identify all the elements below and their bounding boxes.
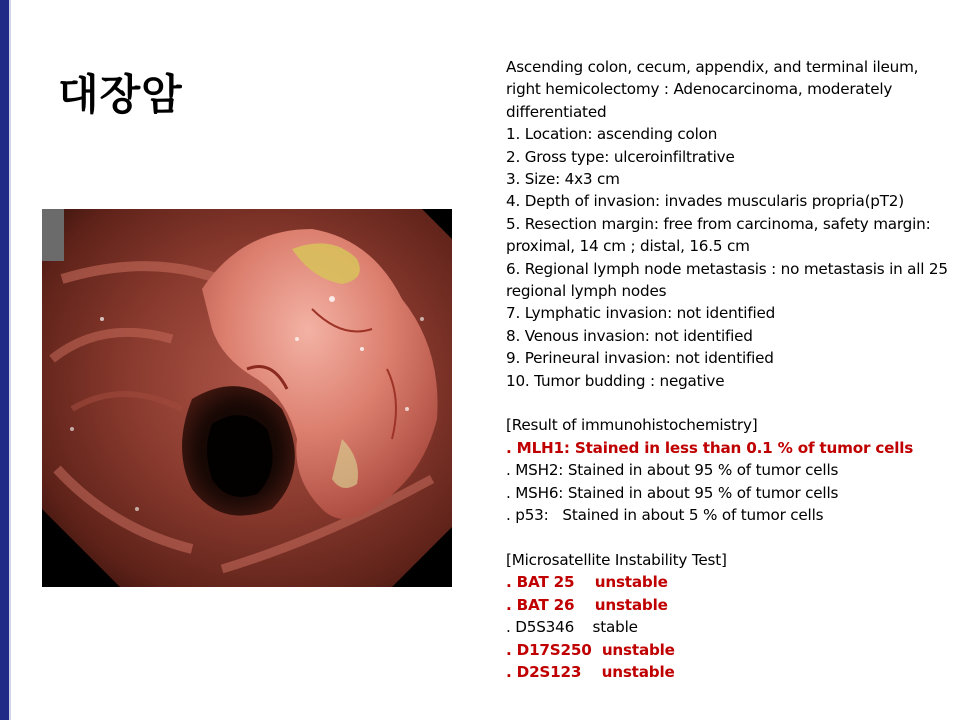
- pathology-report: [506, 56, 956, 683]
- finding-size: 3. Size: 4x3 cm: [506, 170, 620, 189]
- ihc-mlh1: . MLH1: Stained in less than 0.1 % of tumor cells: [506, 438, 914, 457]
- finding-perineural-invasion: 9. Perineural invasion: not identified: [506, 349, 774, 368]
- finding-depth: 4. Depth of invasion: invades muscularis propria(pT2): [506, 192, 904, 211]
- msi-d5s346: . D5S346 stable: [506, 618, 638, 637]
- spacer: [506, 392, 956, 414]
- ihc-p53: . p53: Stained in about 5 % of tumor cells: [506, 506, 824, 525]
- slide-accent-bar-edge: [9, 0, 11, 720]
- ihc-header: [Result of immunohistochemistry]: [506, 416, 758, 435]
- msi-bat26: . BAT 26 unstable: [506, 595, 668, 614]
- msi-bat25: . BAT 25 unstable: [506, 573, 668, 592]
- finding-venous-invasion: 8. Venous invasion: not identified: [506, 326, 753, 345]
- ihc-msh2: . MSH2: Stained in about 95 % of tumor cells: [506, 461, 839, 480]
- diagnosis-text: Ascending colon, cecum, appendix, and terminal ileum, right hemicolectomy : Adenocarcinoma, moderately differentiated: [506, 58, 919, 121]
- finding-location: 1. Location: ascending colon: [506, 125, 718, 144]
- finding-tumor-budding: 10. Tumor budding : negative: [506, 371, 725, 390]
- spacer: [506, 527, 956, 549]
- msi-d17s250: . D17S250 unstable: [506, 640, 675, 659]
- slide-title: 대장암: [58, 70, 183, 119]
- slide-accent-bar: [0, 0, 9, 720]
- finding-gross-type: 2. Gross type: ulceroinfiltrative: [506, 147, 735, 166]
- ihc-msh6: . MSH6: Stained in about 95 % of tumor cells: [506, 483, 839, 502]
- finding-lymph-node: 6. Regional lymph node metastasis : no metastasis in all 25 regional lymph nodes: [506, 259, 948, 301]
- msi-header: [Microsatellite Instability Test]: [506, 550, 727, 569]
- finding-lymphatic-invasion: 7. Lymphatic invasion: not identified: [506, 304, 776, 323]
- endoscopy-image: [42, 209, 452, 587]
- finding-resection-margin: 5. Resection margin: free from carcinoma, safety margin: proximal, 14 cm ; distal, 16.5 cm: [506, 214, 931, 256]
- msi-d2s123: . D2S123 unstable: [506, 662, 675, 681]
